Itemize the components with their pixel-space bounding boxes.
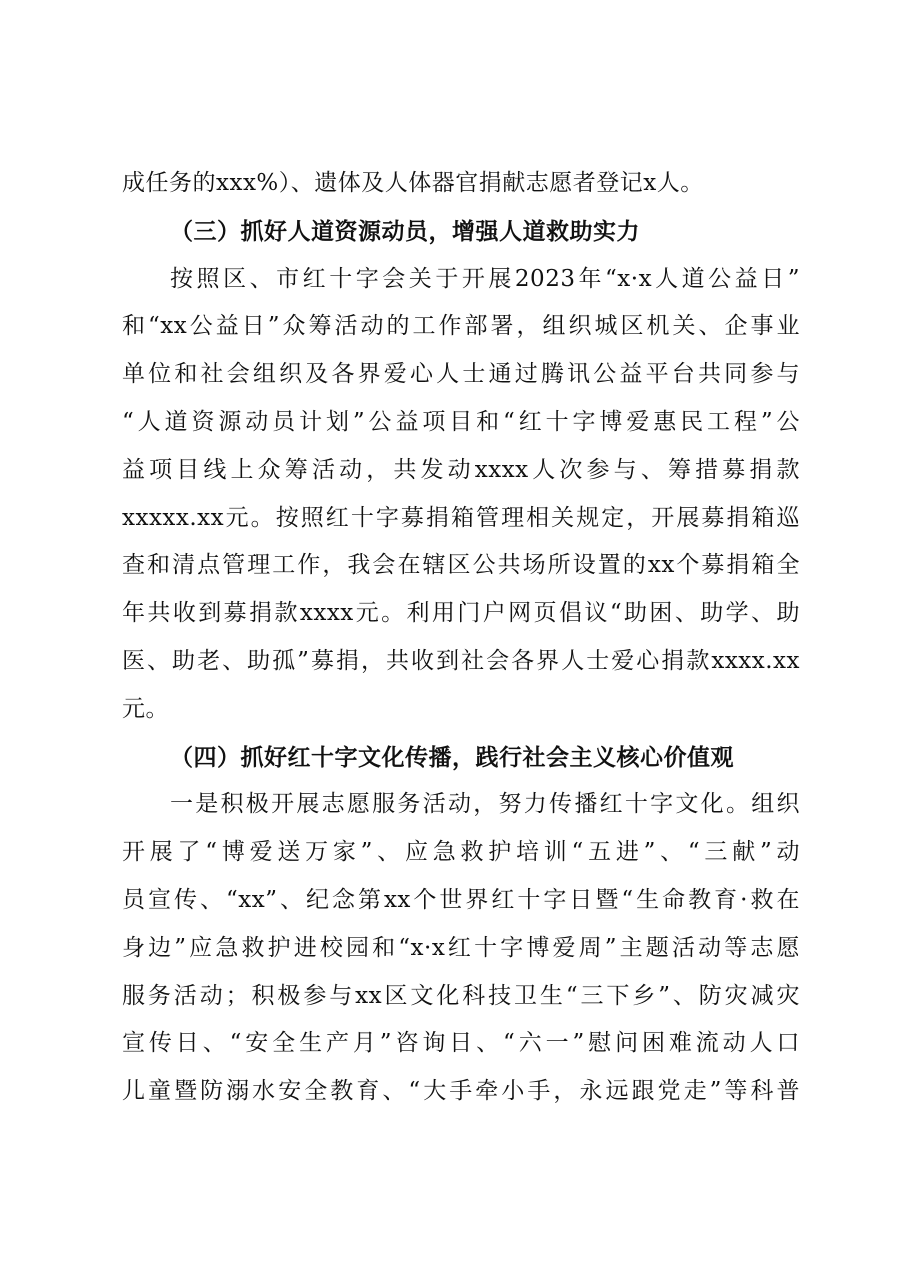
text-line: 年共收到募捐款xxxx元。利用门户网页倡议“助困、助学、助 <box>122 600 800 627</box>
text-line: 身边”应急救护进校园和“x·x红十字博爱周”主题活动等志愿 <box>122 934 800 961</box>
text-line: 单位和社会组织及各界爱心人士通过腾讯公益平台共同参与 <box>122 361 800 388</box>
text-line: xxxxx.xx元。按照红十字募捐箱管理相关规定，开展募捐箱巡 <box>122 504 800 531</box>
text-line: 服务活动；积极参与xx区文化科技卫生“三下乡”、防灾减灾 <box>122 982 800 1009</box>
section-heading-4: （四）抓好红十字文化传播，践行社会主义核心价值观 <box>170 743 734 771</box>
text-line: “人道资源动员计划”公益项目和“红十字博爱惠民工程”公 <box>122 408 800 435</box>
document-body <box>122 160 800 1116</box>
text-line: 益项目线上众筹活动，共发动xxxx人次参与、筹措募捐款 <box>122 456 800 483</box>
text-line: 员宣传、“xx”、纪念第xx个世界红十字日暨“生命教育·救在 <box>122 886 800 913</box>
text-line: 宣传日、“安全生产月”咨询日、“六一”慰问困难流动人口 <box>122 1030 800 1057</box>
text-line: 开展了“博爱送万家”、应急救护培训“五进”、“三献”动 <box>122 839 800 866</box>
text-line: 元。 <box>122 695 169 722</box>
section-heading-3: （三）抓好人道资源动员，增强人道救助实力 <box>170 217 640 245</box>
text-line: 儿童暨防溺水安全教育、“大手牵小手，永远跟党走”等科普 <box>122 1078 800 1105</box>
text-line: 和“xx公益日”众筹活动的工作部署，组织城区机关、企事业 <box>122 313 800 340</box>
text-line: 按照区、市红十字会关于开展2023年“x·x人道公益日” <box>170 265 800 292</box>
text-line: 医、助老、助孤”募捐，共收到社会各界人士爱心捐款xxxx.xx <box>122 647 800 674</box>
text-line: 查和清点管理工作，我会在辖区公共场所设置的xx个募捐箱全 <box>122 552 800 579</box>
text-line: 成任务的xxx%）、遗体及人体器官捐献志愿者登记x人。 <box>122 170 704 196</box>
text-line: 一是积极开展志愿服务活动，努力传播红十字文化。组织 <box>170 791 800 818</box>
